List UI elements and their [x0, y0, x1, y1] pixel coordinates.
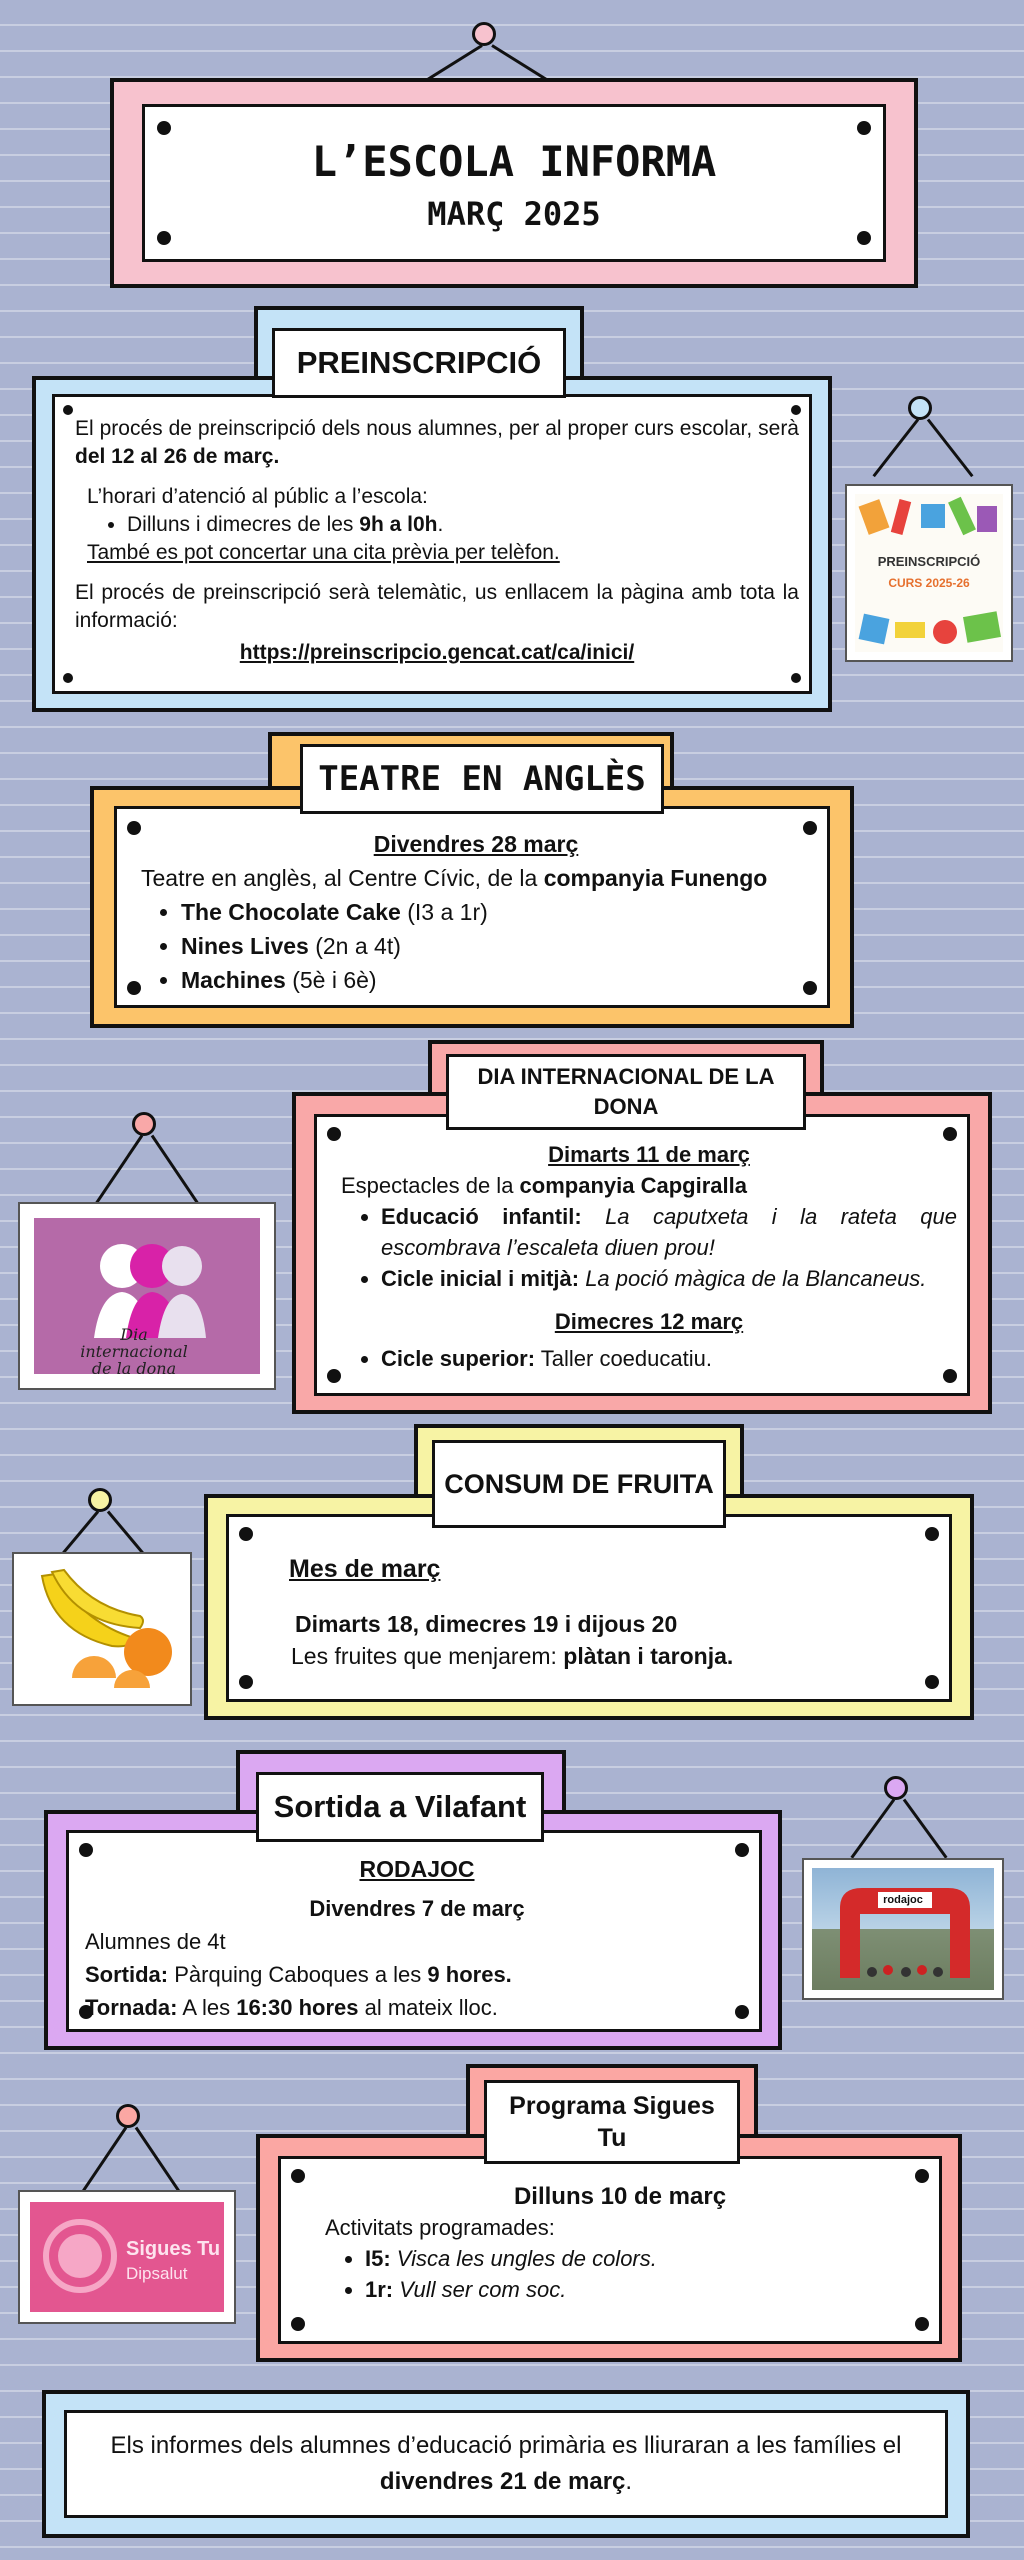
banana-orange-icon	[22, 1562, 182, 1696]
teatre-item: • Machines (5è i 6è)	[181, 963, 811, 997]
teatre-intro: Teatre en anglès, al Centre Cívic, de la companyia Funengo	[141, 865, 768, 891]
sortida-return: Tornada: A les 16:30 hores al mateix lloc.	[85, 1995, 498, 2020]
fruita-image	[12, 1552, 192, 1706]
sortida-group: Alumnes de 4t	[85, 1929, 226, 1954]
teatre-date: Divendres 28 març	[373, 831, 579, 857]
preinscripcio-period: El procés de preinscripció dels nous alumnes, per al proper curs escolar, serà del 12 al 26 de març.	[75, 417, 799, 468]
preinscripcio-title: PREINSCRIPCIÓ	[272, 328, 566, 398]
dona-item: • Cicle inicial i mitjà: La poció màgica de la Blancaneus.	[381, 1263, 957, 1294]
sigues-image	[18, 2190, 236, 2324]
preinscripcio-hours-item: • Dilluns i dimecres de les 9h a l0h.	[127, 511, 799, 539]
fruita-list: Les fruites que menjarem: plàtan i taronja.	[291, 1643, 734, 1669]
fruita-title: CONSUM DE FRUITA	[432, 1440, 726, 1528]
dona-title: DIA INTERNACIONAL DE LA DONA	[446, 1054, 806, 1130]
sortida-date: Divendres 7 de març	[309, 1896, 525, 1921]
teatre-card	[90, 786, 854, 1028]
sortida-name: RODAJOC	[359, 1856, 475, 1882]
sigues-intro: Activitats programades:	[325, 2215, 555, 2240]
sortida-title: Sortida a Vilafant	[256, 1772, 544, 1842]
preinscripcio-image-line1: PREINSCRIPCIÓ	[877, 554, 981, 569]
teatre-title: TEATRE EN ANGLÈS	[300, 744, 664, 814]
sigues-item: • I5: Visca les ungles de colors.	[365, 2243, 915, 2274]
dona-image	[18, 1202, 276, 1390]
fruita-month: Mes de març	[289, 1555, 441, 1583]
dona-intro: Espectacles de la companyia Capgiralla	[341, 1173, 747, 1198]
dona-image-caption: Dia internacional de la dona	[80, 1325, 188, 1374]
sortida-departure: Sortida: Pàrquing Caboques a les 9 hores.	[85, 1962, 512, 1987]
dona-date-2: Dimecres 12 març	[554, 1309, 744, 1334]
sigues-item: • 1r: Vull ser com soc.	[365, 2274, 915, 2305]
header-frame	[110, 78, 918, 288]
dona-item: • Cicle superior: Taller coeducatiu.	[381, 1343, 957, 1374]
preinscripcio-hours-intro: L’horari d’atenció al públic a l’escola:	[87, 485, 428, 508]
preinscripcio-appointment: També es pot concertar una cita prèvia per telèfon.	[87, 541, 560, 564]
preinscripcio-online-text: El procés de preinscripció serà telemàtic, us enllacem la pàgina amb tota la informació:	[75, 581, 799, 632]
preinscripcio-image	[845, 484, 1013, 662]
sortida-image-text: rodajoc	[883, 1894, 923, 1906]
teatre-item: • The Chocolate Cake (I3 a 1r)	[181, 895, 811, 929]
dona-date-1: Dimarts 11 de març	[548, 1142, 750, 1167]
sortida-card	[44, 1810, 782, 2050]
preinscripcio-image-line2: CURS 2025-26	[888, 576, 970, 590]
teatre-item: • Nines Lives (2n a 4t)	[181, 929, 811, 963]
dona-item: • Educació infantil: La caputxeta i la rateta que escombrava l’escaleta diuen prou!	[381, 1201, 957, 1263]
footer-card	[42, 2390, 970, 2538]
preinscripcio-card	[32, 376, 832, 712]
page-title: L’ESCOLA INFORMA	[311, 137, 717, 186]
sigues-title: Programa Sigues Tu	[484, 2080, 740, 2164]
inflatable-arch-icon	[812, 1868, 994, 1990]
sortida-image	[802, 1858, 1004, 2000]
sigues-logo-line1: Sigues Tu	[126, 2238, 221, 2260]
footer-notice: Els informes dels alumnes d’educació primària es lliuraran a les famílies el divendres 21 de març.	[110, 2432, 902, 2495]
sigues-tu-logo-icon	[30, 2202, 130, 2312]
sigues-date: Dilluns 10 de març	[513, 2183, 727, 2210]
sigues-card	[256, 2134, 962, 2362]
sigues-logo-line2: Dipsalut	[126, 2264, 188, 2283]
page-subtitle: MARÇ 2025	[427, 195, 601, 233]
fruita-days: Dimarts 18, dimecres 19 i dijous 20	[295, 1611, 678, 1637]
preinscripcio-link[interactable]: https://preinscripcio.gencat.cat/ca/inici/	[239, 641, 635, 664]
dona-card	[292, 1092, 992, 1414]
school-supplies-icon	[855, 494, 1003, 652]
